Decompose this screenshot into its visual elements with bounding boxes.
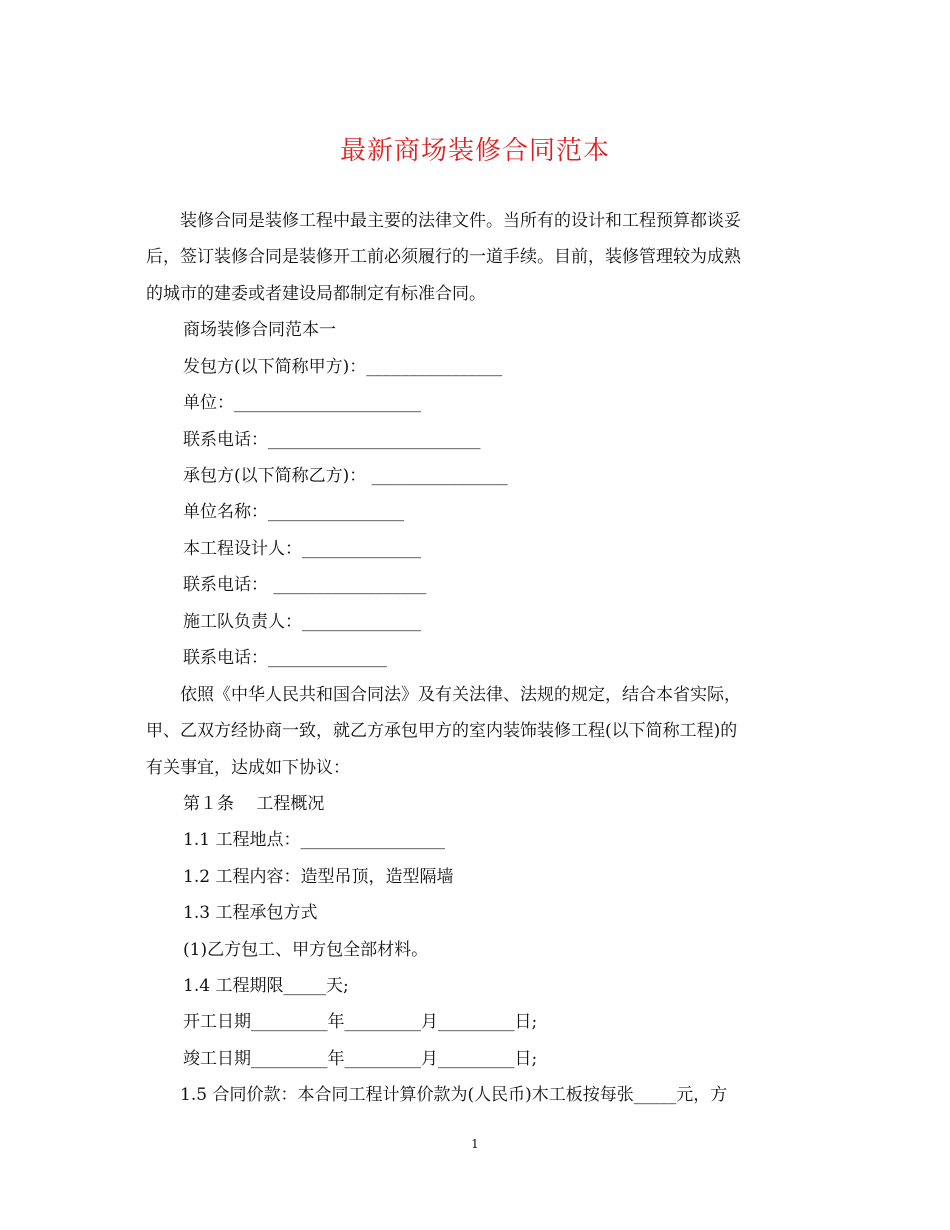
party-field-line: 承包方(以下简称乙方)： ________________: [183, 466, 508, 486]
party-field-line: 联系电话： __________________: [183, 575, 427, 595]
intro-paragraph-line: 装修合同是装修工程中最主要的法律文件。当所有的设计和工程预算都谈妥: [146, 211, 741, 231]
section-heading: 商场装修合同范本一: [183, 320, 336, 340]
clause-line: 1.4 工程期限_____天;: [183, 976, 349, 996]
intro-paragraph-line: 后，签订装修合同是装修开工前必须履行的一道手续。目前，装修管理较为成熟: [146, 247, 741, 267]
basis-paragraph-line: 甲、乙双方经协商一致，就乙方承包甲方的室内装饰装修工程(以下简称工程)的: [146, 721, 738, 741]
party-field-line: 联系电话：______________: [183, 648, 387, 668]
clause-line: 1.2 工程内容：造型吊顶，造型隔墙: [183, 867, 454, 887]
party-field-line: 本工程设计人：______________: [183, 539, 421, 559]
basis-paragraph-line: 有关事宜，达成如下协议：: [146, 758, 350, 778]
party-field-line: 施工队负责人：______________: [183, 612, 421, 632]
clause-line: (1)乙方包工、甲方包全部材料。: [183, 940, 429, 960]
party-field-line: 发包方(以下简称甲方)：________________: [183, 357, 503, 377]
party-field-line: 联系电话：_________________________: [183, 430, 481, 450]
party-field-line: 单位名称：________________: [183, 502, 404, 522]
price-line: 1.5 合同价款：本合同工程计算价款为(人民币)木工板按每张_____元，方: [146, 1085, 728, 1105]
clause-line: 开工日期_________年_________月_________日;: [183, 1012, 538, 1032]
clause-line: 竣工日期_________年_________月_________日;: [183, 1049, 538, 1069]
party-field-line: 单位：______________________: [183, 393, 421, 413]
clause-line: 1.1 工程地点：_________________: [183, 830, 445, 850]
clause-heading: 第１条 工程概况: [183, 794, 325, 814]
clause-line: 1.3 工程承包方式: [183, 903, 318, 923]
basis-paragraph-line: 依照《中华人民共和国合同法》及有关法律、法规的规定，结合本省实际，: [146, 685, 741, 705]
document-title: 最新商场装修合同范本: [339, 136, 610, 166]
intro-paragraph-line: 的城市的建委或者建设局都制定有标准合同。: [146, 284, 486, 304]
page-number: 1: [471, 1137, 479, 1151]
